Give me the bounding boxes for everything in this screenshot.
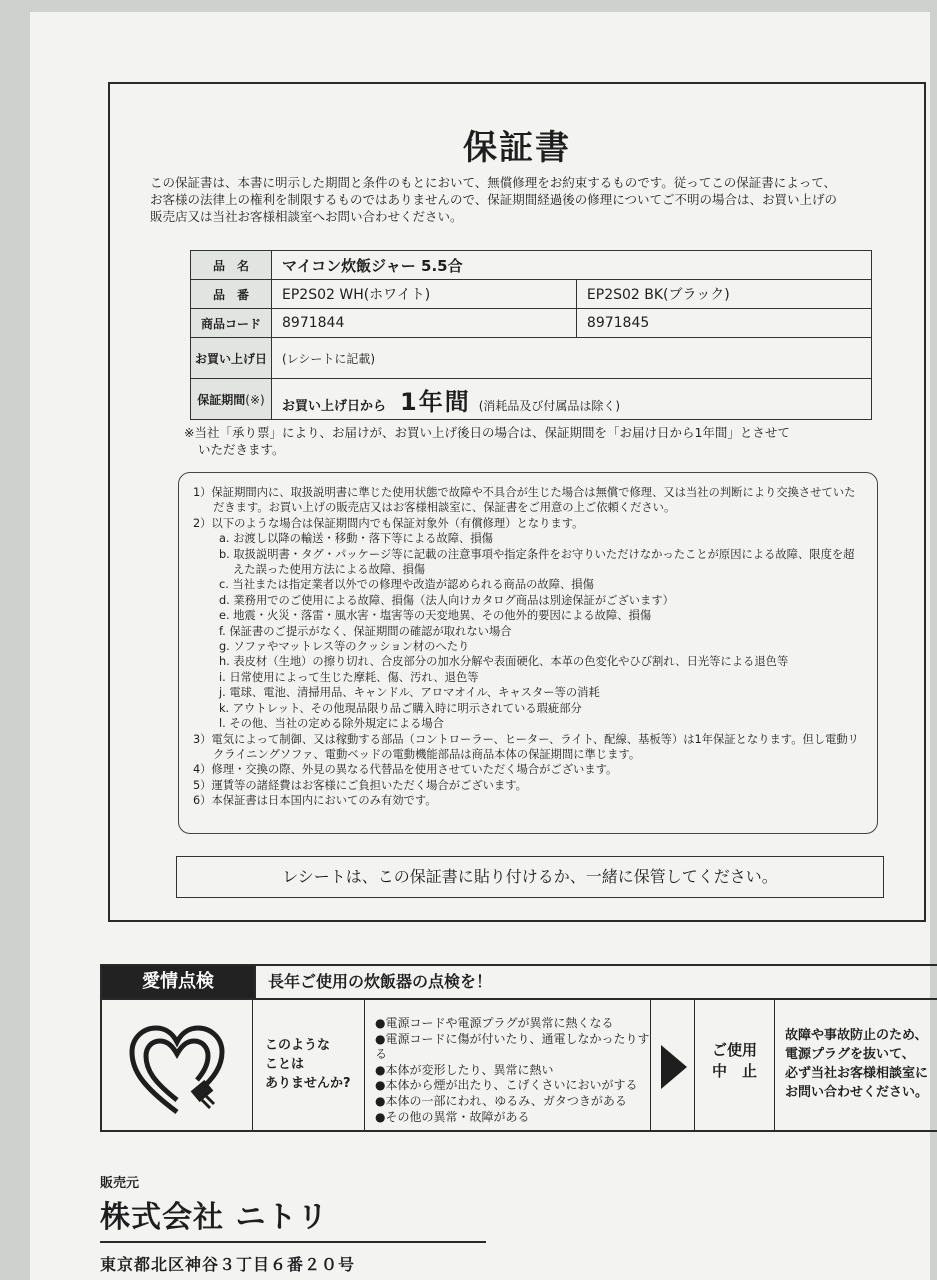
- period-prefix: お買い上げ日から: [282, 398, 387, 414]
- intro-line: お客様の法律上の権利を制限するものではありませんので、保証期間経過後の修理についてご不明の場合は、お買い上げの: [150, 192, 838, 207]
- list-item: ●本体が変形したり、異常に熱い: [375, 1062, 554, 1077]
- table-row: [191, 338, 872, 379]
- advice-line: 故障や事故防止のため、: [785, 1028, 928, 1043]
- term-item: c. 当社または指定業者以外での修理や改造が認められる商品の故障、損傷: [219, 578, 594, 592]
- term-item: a. お渡し以降の輸送・移動・落下等による故障、損傷: [219, 532, 493, 546]
- purchase-date-value: (レシートに記載): [272, 338, 872, 379]
- model-white: EP2S02 WH(ホワイト): [272, 280, 577, 309]
- table-row: [191, 379, 872, 420]
- stop-use: [694, 1000, 774, 1130]
- term-item: j. 電球、電池、清掃用品、キャンドル、アロマオイル、キャスター等の消耗: [219, 686, 600, 700]
- inspection-question: [252, 1000, 364, 1130]
- table-row: [191, 309, 872, 338]
- term-item: b. 取扱説明書・タグ・パッケージ等に記載の注意事項や指定条件をお守りいただけなかったことが原因による故障、限度を超えた誤った使用方法による故障、損傷: [219, 547, 855, 577]
- term-item: 4）修理・交換の際、外見の異なる代替品を使用させていただく場合がございます。: [193, 763, 618, 777]
- page-title: 保証書: [463, 128, 571, 168]
- term-item: e. 地震・火災・落雷・風水害・塩害等の天変地異、その他外的要因による故障、損傷: [219, 609, 652, 623]
- list-item: ●その他の異常・故障がある: [375, 1109, 530, 1124]
- period-label-text: 保証期間: [197, 392, 246, 407]
- note-line: ※当社「承り票」により、お届けが、お買い上げ後日の場合は、保証期間を「お届け日から1年間」とさせて: [184, 425, 790, 440]
- stop-line: 中 止: [711, 1062, 757, 1080]
- warranty-period-label: [191, 379, 272, 420]
- term-item: 6）本保証書は日本国内においてのみ有効です。: [193, 794, 437, 808]
- advice-line: お問い合わせください。: [785, 1085, 929, 1100]
- term-item: g. ソファやマットレス等のクッション材のへたり: [219, 640, 470, 654]
- list-item: ●電源コードや電源プラグが異常に熱くなる: [375, 1016, 614, 1030]
- inspection-body: [102, 998, 937, 1130]
- inspection-tag: 愛情点検: [102, 966, 254, 998]
- warranty-frame: [108, 82, 926, 922]
- intro-line: 販売店又は当社お客様相談室へお問い合わせください。: [150, 209, 463, 224]
- question-line: このような: [265, 1038, 331, 1053]
- warranty-sheet: [30, 12, 930, 1280]
- terms-box: [178, 472, 878, 834]
- intro-line: この保証書は、本書に明示した期間と条件のもとにおいて、無償修理をお約束するものです。従ってこの保証書によって、: [150, 175, 837, 190]
- product-code-label: 商品コード: [191, 309, 272, 338]
- period-note: (消耗品及び付属品は除く): [478, 398, 621, 413]
- list-item: ●本体の一部にわれ、ゆるみ、ガタつきがある: [375, 1093, 627, 1108]
- product-info-table: [190, 250, 872, 420]
- company-name: 株式会社 ニトリ: [100, 1200, 329, 1235]
- arrow-right-icon: [650, 1000, 694, 1130]
- table-row: [191, 280, 872, 309]
- question-line: ことは: [265, 1057, 305, 1072]
- term-item: i. 日常使用によって生じた摩耗、傷、汚れ、退色等: [219, 670, 479, 684]
- product-name-label: 品 名: [191, 251, 272, 280]
- list-item: ●本体から煙が出たり、こげくさいにおいがする: [375, 1078, 638, 1093]
- term-item: 3）電気によって制御、又は稼動する部品（コントローラー、ヒーター、ライト、配線、基板等）は1年保証となります。但し電動リクライニングソファ、電動ベッドの電動機能部品は商品本体の保証期間に準じます。: [193, 732, 859, 761]
- term-item: 1）保証期間内に、取扱説明書に準じた使用状態で故障や不具合が生じた場合は無償で修理、又は当社の判断により交換させていただきます。お買い上げの販売店又はお客様相談室に、保証書をご用意の上ご依頼ください。: [193, 486, 856, 515]
- list-item: ●電源コードに傷が付いたり、通電しなかったりする: [375, 1031, 650, 1062]
- table-row: [191, 251, 872, 280]
- term-item: 2）以下のような場合は保証期間内でも保証対象外（有償修理）となります。: [193, 516, 584, 530]
- divider: [100, 1241, 486, 1243]
- term-item: d. 業務用でのご使用による故障、損傷（法人向けカタログ商品は別途保証がございます）: [219, 593, 674, 607]
- inspection-advice: [774, 1000, 937, 1130]
- seller-label: 販売元: [100, 1176, 140, 1191]
- product-code-black: 8971845: [576, 309, 871, 338]
- term-item: k. アウトレット、その他現品限り品ご購入時に明示されている瑕疵部分: [219, 701, 582, 715]
- model-black: EP2S02 BK(ブラック): [576, 280, 871, 309]
- intro-text: [150, 174, 890, 225]
- delivery-note: [184, 424, 884, 458]
- model-label: 品 番: [191, 280, 272, 309]
- term-item: 5）運賃等の諸経費はお客様にご負担いただく場合がございます。: [193, 778, 527, 792]
- period-label-mark: (※): [245, 392, 265, 407]
- inspection-heading: 長年ご使用の炊飯器の点検を！: [254, 966, 937, 998]
- advice-line: 必ず当社お客様相談室に: [785, 1066, 929, 1081]
- company-address: 東京都北区神谷３丁目６番２０号: [100, 1255, 356, 1274]
- period-duration: 1年間: [400, 387, 471, 416]
- stop-line: ご使用: [711, 1041, 757, 1059]
- advice-line: 電源プラグを抜いて、: [785, 1047, 915, 1062]
- receipt-notice: レシートは、この保証書に貼り付けるか、一緒に保管してください。: [176, 856, 884, 898]
- warranty-period-value: [272, 379, 872, 420]
- term-item: h. 表皮材（生地）の擦り切れ、合皮部分の加水分解や表面硬化、本革の色変化やひび割れ、日光等による退色等: [219, 655, 789, 669]
- question-line: ありませんか?: [265, 1076, 351, 1091]
- term-item: f. 保証書のご提示がなく、保証期間の確認が取れない場合: [219, 624, 512, 638]
- note-line: いただきます。: [198, 442, 285, 457]
- heart-plug-icon: [102, 1000, 252, 1130]
- inspection-panel: [100, 964, 937, 1132]
- purchase-date-label: お買い上げ日: [191, 338, 272, 379]
- product-name-value: マイコン炊飯ジャー 5.5合: [272, 251, 872, 280]
- product-code-white: 8971844: [272, 309, 577, 338]
- term-item: l. その他、当社の定める除外規定による場合: [219, 717, 444, 731]
- symptom-list: [364, 1000, 650, 1130]
